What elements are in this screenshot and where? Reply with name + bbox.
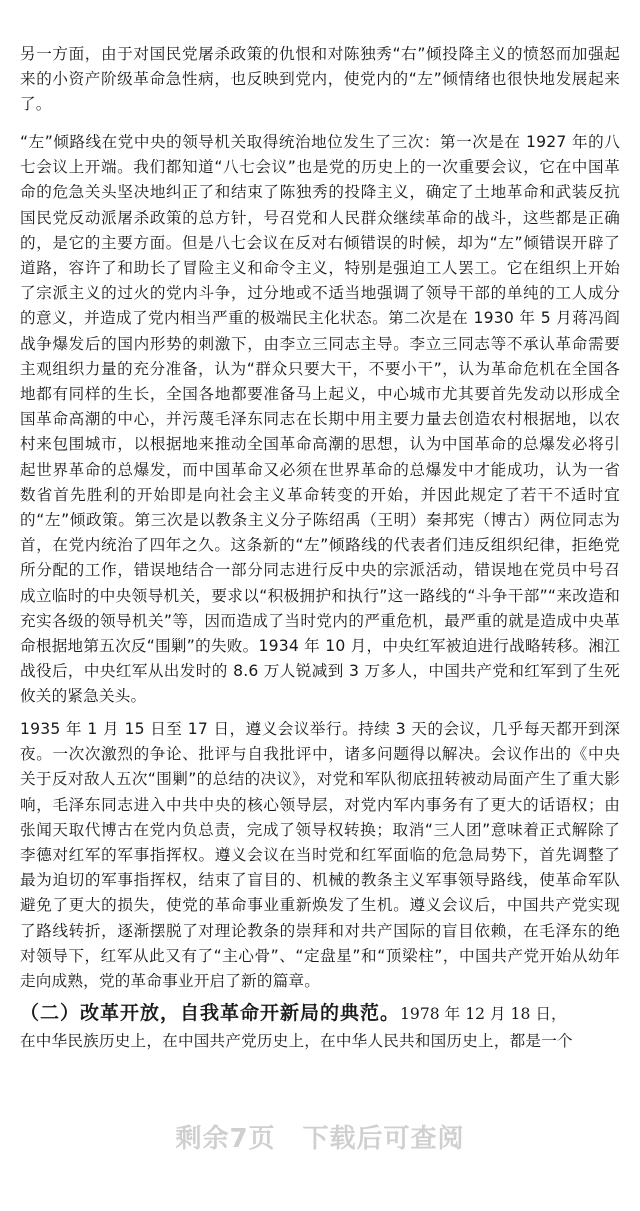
remaining-pages-notice[interactable]: 剩余7页 下载后可查阅 xyxy=(175,1124,465,1154)
paragraph-opposition-sentiment: 另一方面，由于对国民党屠杀政策的仇恨和对陈独秀“右”倾投降主义的愤怒而加强起来的小资产阶级革命急性病，也反映到党内，使党内的“左”倾情绪也很快地发展起来了。 xyxy=(20,45,620,114)
section-heading: （二）改革开放，自我革命开新局的典范。 xyxy=(20,1002,401,1024)
paragraph-zunyi-conference: 1935 年 1 月 15 日至 17 日，遵义会议举行。持续 3 天的会议，几乎每天都开到深夜。一次次激烈的争论、批评与自我批评中，诸多问题得以解决。会议作出的《中央关于反对敌人五次“围剿”的总结的决议》，对党和军队彻底扭转被动局面产生了重大影响，毛泽东同志进入中共中央的核心领导层，对党内军内事务有了更大的话语权；由张闻天取代博古在党内负总责，完成了领导权转换；取消“三人团”意味着正式解除了李德对红军的军事指挥权。遵义会议在当时党和红军面临的危急局势下，首先调整了最为迫切的军事指挥权，结束了盲目的、机械的教条主义军事领导路线，使革命军队避免了更大的损失，使党的革命事业重新焕发了生机。遵义会议后，中国共产党实现了路线转折，逐渐摆脱了对理论教条的崇拜和对共产国际的盲目依赖，在毛泽东的绝对领导下，红军从此又有了“主心骨”、“定盘星”和“顶梁柱”，中国共产党开始从幼年走向成熟，党的革命事业开启了新的篇章。 xyxy=(20,720,620,991)
paragraph-left-deviation-history: “左”倾路线在党中央的领导机关取得统治地位发生了三次：第一次是在 1927 年的八七会议上开端。我们都知道“八七会议”也是党的历史上的一次重要会议，它在中国革命的危急关头坚决地纠正了和结束了陈独秀的投降主义，确定了土地革命和武装反抗国民党反动派屠杀政策的总方针，号召党和人民群众继续革命的战斗，这些都是正确的，是它的主要方面。但是八七会议在反对右倾错误的时候，却为“左”倾错误开辟了道路，容许了和助长了冒险主义和命令主义，特别是强迫工人罢工。它在组织上开始了宗派主义的过火的党内斗争，过分地或不适当地强调了领导干部的单纯的工人成分的意义，并造成了党内相当严重的极端民主化状态。第二次是在 1930 年 5 月蒋冯阎战争爆发后的国内形势的刺激下，由李立三同志主导。李立三同志等不承认革命需要主观组织力量的充分准备，认为“群众只要大干，不要小干”，认为革命危机在全国各地都有同样的生长，全国各地都要准备马上起义，中心城市尤其要首先发动以形成全国革命高潮的中心，并污蔑毛泽东同志在长期中用主要力量去创造农村根据地，以农村来包围城市，以根据地来推动全国革命高潮的思想，认为中国革命的总爆发必将引起世界革命的总爆发，而中国革命又必须在世界革命的总爆发中才能成功，认为一省数省首先胜利的开始即是向社会主义革命转变的开始，并因此规定了若干不适时宜的“左”倾政策。第三次是以教条主义分子陈绍禹（王明）秦邦宪（博古）两位同志为首，在党内统治了四年之久。这条新的“左”倾路线的代表者们违反组织纪律，拒绝党所分配的工作，错误地结合一部分同志进行反中央的宗派活动，错误地在党员中号召成立临时的中央领导机关，要求以“积极拥护和执行”这一路线的“斗争干部”“来改造和充实各级的领导机关”等，因而造成了当时党内的严重危机，最严重的就是造成中央革命根据地第五次反“围剿”的失败。1934 年 10 月，中央红军被迫进行战略转移。湘江战役后，中央红军从出发时的 8.6 万人锐减到 3 万多人，中国共产党和红军到了生死攸关的紧急关头。 xyxy=(20,133,620,706)
section-heading-date: 1978 年 12 月 18 日， xyxy=(400,1005,567,1023)
paragraph-reform-opening: 在中华民族历史上，在中国共产党历史上，在中华人民共和国历史上，都是一个 xyxy=(20,1032,573,1050)
section-heading-line xyxy=(20,1000,620,1027)
